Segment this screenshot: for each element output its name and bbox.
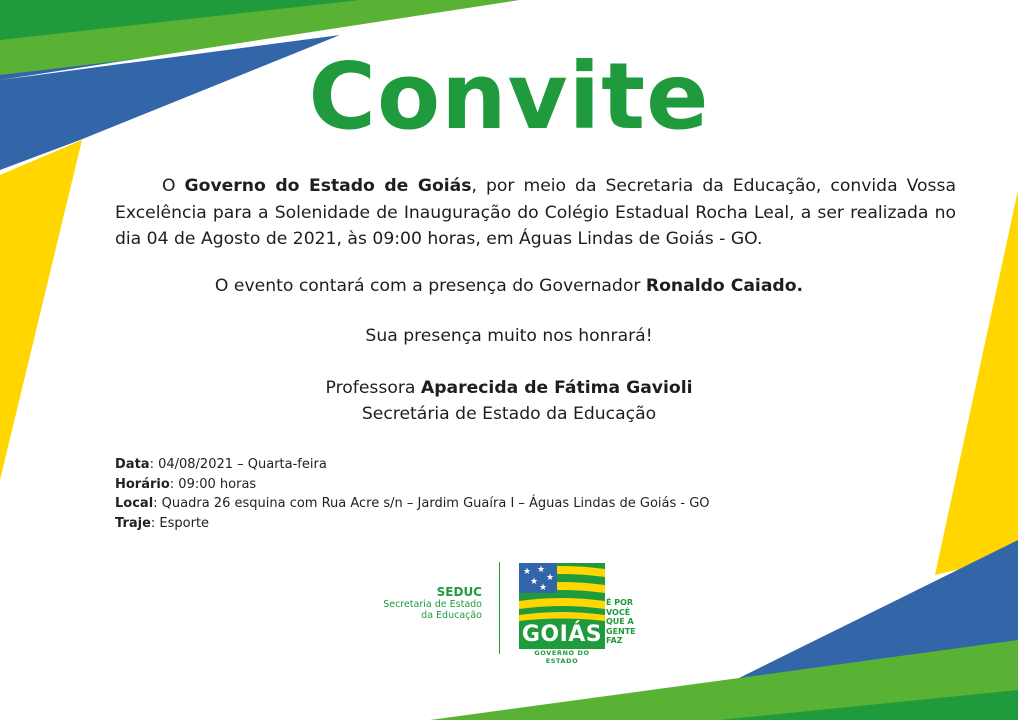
signature-role: Secretária de Estado da Educação — [361, 404, 657, 424]
date-value: : 04/08/2021 – Quarta-feira — [149, 457, 327, 472]
date-label: Data — [115, 457, 150, 472]
dress-value: : Esporte — [150, 515, 210, 531]
seduc-sub1: Secretaria de Estado — [383, 599, 482, 610]
slogan-line: VOCÊ — [606, 607, 631, 617]
seduc-logo — [352, 585, 482, 621]
svg-text:★: ★ — [530, 577, 539, 587]
left-yellow — [0, 140, 82, 480]
government-name: Governo do Estado de Goiás — [184, 176, 472, 196]
page-title: Convite — [308, 43, 710, 150]
seduc-name: SEDUC — [436, 585, 482, 599]
slogan-line: É POR — [606, 598, 634, 607]
logos — [383, 550, 645, 670]
seduc-sub2: da Educação — [421, 610, 482, 621]
slogan-line: QUE A — [606, 617, 634, 626]
detail-location — [115, 494, 710, 514]
time-value: : 09:00 horas — [169, 476, 257, 492]
signature-name: Aparecida de Fátima Gavioli — [420, 378, 693, 398]
time-label: Horário — [115, 476, 170, 492]
intro-text-rest: , por meio da Secretaria da Educação, convida Vossa Excelência para a Solenidade de Inauguração do Colégio Estadual Rocha Leal, a ser realizada no dia 04 de Agosto de 2021, às 09:00 horas, em Águas Lindas de Goiás - GO. — [115, 176, 956, 249]
governo-label: GOVERNO DO ESTADO — [534, 649, 590, 665]
svg-text:★: ★ — [539, 583, 548, 593]
slogan-line: GENTE — [606, 626, 636, 636]
detail-time — [115, 475, 710, 495]
presence-text: O evento contará com a presença do Governador — [214, 276, 646, 296]
invitation-paragraph — [115, 173, 956, 253]
dress-label: Traje — [115, 515, 151, 531]
signature-prefix: Professora — [325, 378, 421, 398]
detail-date — [115, 455, 710, 475]
detail-dress — [115, 514, 710, 534]
slogan — [606, 598, 636, 646]
location-label: Local — [115, 496, 154, 511]
honor-line: Sua presença muito nos honrará! — [365, 326, 653, 346]
event-details — [115, 455, 710, 533]
goias-wordmark: GOIÁS — [521, 622, 603, 647]
signature-line — [0, 375, 1018, 401]
svg-text:★: ★ — [523, 567, 532, 577]
location-value: : Quadra 26 esquina com Rua Acre s/n – Jardim Guaíra I – Águas Lindas de Goiás - GO — [153, 496, 710, 511]
svg-text:★: ★ — [546, 573, 555, 583]
logo-divider — [499, 562, 500, 654]
intro-text-start: O — [162, 176, 185, 196]
slogan-line: FAZ — [606, 636, 623, 645]
presence-line — [0, 273, 1018, 299]
svg-text:★: ★ — [537, 565, 546, 575]
governor-name: Ronaldo Caiado. — [645, 276, 804, 296]
